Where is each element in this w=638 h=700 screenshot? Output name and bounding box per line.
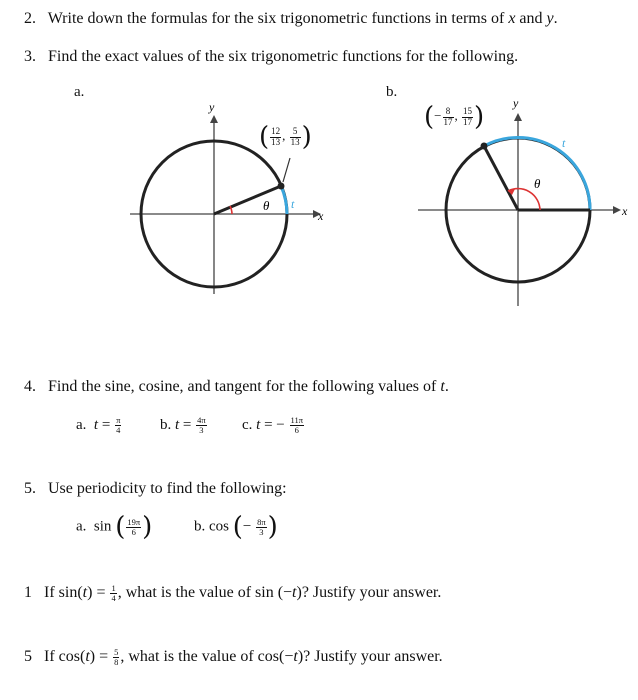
fraction (110, 584, 116, 603)
period: . (444, 378, 449, 395)
figure-b-point-label (424, 104, 484, 130)
question-number: 5 (24, 648, 32, 666)
comma: , (282, 127, 286, 143)
y-axis-label: y (513, 96, 519, 110)
denominator: 6 (294, 424, 299, 435)
close-paren: ) (301, 122, 312, 152)
y-coordinate (462, 107, 473, 127)
period: . (553, 10, 558, 27)
terminal-point (278, 183, 285, 190)
q5-part-b (194, 514, 278, 540)
x-numerator: 12 (271, 126, 281, 137)
equals: = (101, 416, 111, 433)
x-coordinate (443, 107, 454, 127)
question-number: 1 (24, 584, 32, 602)
numerator: 1 (111, 583, 116, 593)
equals: ) = (89, 648, 109, 666)
x-denominator: 17 (443, 116, 453, 127)
question-text: Find the exact values of the six trigonometric functions for the following. (48, 48, 519, 65)
var-t: t (175, 416, 180, 433)
var-t: t (292, 584, 297, 602)
denominator: 8 (114, 656, 119, 667)
theta-label: θ (534, 176, 541, 191)
fraction (113, 648, 119, 667)
question-text-start: If sin( (44, 584, 83, 602)
close-paren: ) (267, 512, 278, 542)
close-paren: ) (142, 512, 153, 542)
question-number: 2. (24, 10, 36, 27)
y-denominator: 17 (463, 116, 472, 127)
denominator: 4 (116, 424, 121, 435)
y-axis-arrow (514, 113, 522, 121)
arc-t (281, 186, 287, 214)
var-t: t (93, 416, 99, 433)
question-3 (24, 48, 518, 66)
terminal-side (484, 146, 518, 210)
close-paren: ) (474, 102, 485, 132)
var-t: t (293, 648, 298, 666)
q4-part-b (160, 416, 208, 435)
open-paren: ( (232, 512, 243, 542)
var-y: y (546, 10, 554, 27)
question-4 (24, 378, 449, 396)
x-coordinate (270, 127, 281, 147)
var-t: t (82, 584, 88, 602)
question-6 (24, 584, 441, 603)
open-paren: ( (259, 122, 270, 152)
open-paren: ( (115, 512, 126, 542)
numerator: 19π (127, 516, 141, 527)
numerator: 4π (197, 415, 206, 425)
function-name: sin (93, 518, 112, 535)
fraction (256, 518, 267, 537)
question-text: Use periodicity to find the following: (48, 480, 287, 497)
fraction (290, 416, 304, 435)
equals: ) = (87, 584, 106, 602)
open-paren: ( (424, 102, 435, 132)
x-denominator: 13 (271, 136, 281, 147)
y-axis-arrow (210, 115, 218, 123)
figure-b-label: b. (386, 84, 398, 100)
comma: , (454, 107, 458, 123)
fraction (115, 416, 121, 435)
t-label: t (291, 197, 295, 211)
figure-a-point-label (259, 124, 312, 150)
question-text-end: )? Justify your answer. (297, 648, 443, 666)
question-text-end: )? Justify your answer. (296, 584, 442, 602)
x-axis-label: x (622, 204, 628, 218)
question-text: Find the sine, cosine, and tangent for the following values of (48, 378, 437, 395)
figure-a-label: a. (74, 84, 85, 100)
q5-part-a (76, 514, 152, 540)
fraction (196, 416, 207, 435)
numerator: 11π (290, 415, 303, 425)
question-number: 5. (24, 480, 36, 497)
conjunction: and (519, 10, 543, 27)
part-label: b. (194, 518, 206, 535)
y-numerator: 5 (290, 127, 301, 137)
y-numerator: 15 (463, 106, 472, 117)
var-x: x (508, 10, 516, 27)
question-7 (24, 648, 443, 667)
question-text-middle: , what is the value of cos(− (120, 648, 294, 666)
numerator: 5 (114, 647, 119, 657)
part-label: a. (76, 416, 87, 433)
part-label: c. (242, 416, 253, 433)
part-label: b. (160, 416, 172, 433)
question-2 (24, 10, 558, 28)
y-denominator: 13 (290, 136, 300, 147)
question-text-start: If cos( (44, 648, 86, 666)
theta-label: θ (263, 198, 270, 213)
equals: = (182, 416, 192, 433)
negative-sign: − (434, 107, 442, 123)
question-number: 4. (24, 378, 36, 395)
terminal-point (481, 143, 488, 150)
q4-part-c (242, 416, 305, 435)
denominator: 4 (111, 592, 116, 603)
x-axis-label: x (318, 209, 324, 223)
t-label: t (562, 136, 566, 150)
fraction (126, 518, 141, 537)
denominator: 3 (199, 424, 204, 435)
label-pointer (283, 158, 290, 182)
y-axis-label: y (209, 100, 215, 114)
equals: = − (264, 416, 285, 433)
q4-part-a (76, 416, 122, 435)
var-t: t (85, 648, 90, 666)
numerator: 8π (257, 516, 266, 527)
function-name: cos (209, 518, 229, 535)
question-5 (24, 480, 287, 498)
question-number: 3. (24, 48, 36, 65)
question-text-middle: , what is the value of sin (− (117, 584, 293, 602)
x-axis-arrow (613, 206, 621, 214)
denominator: 6 (131, 526, 136, 537)
y-coordinate (290, 127, 301, 147)
numerator: π (116, 415, 121, 425)
x-numerator: 8 (443, 107, 454, 117)
negative-sign: − (242, 518, 252, 535)
denominator: 3 (259, 526, 264, 537)
question-text: Write down the formulas for the six trigonometric functions in terms of (47, 10, 505, 27)
part-label: a. (76, 518, 87, 535)
terminal-side (214, 186, 281, 214)
var-t: t (256, 416, 261, 433)
var-t: t (440, 378, 445, 395)
